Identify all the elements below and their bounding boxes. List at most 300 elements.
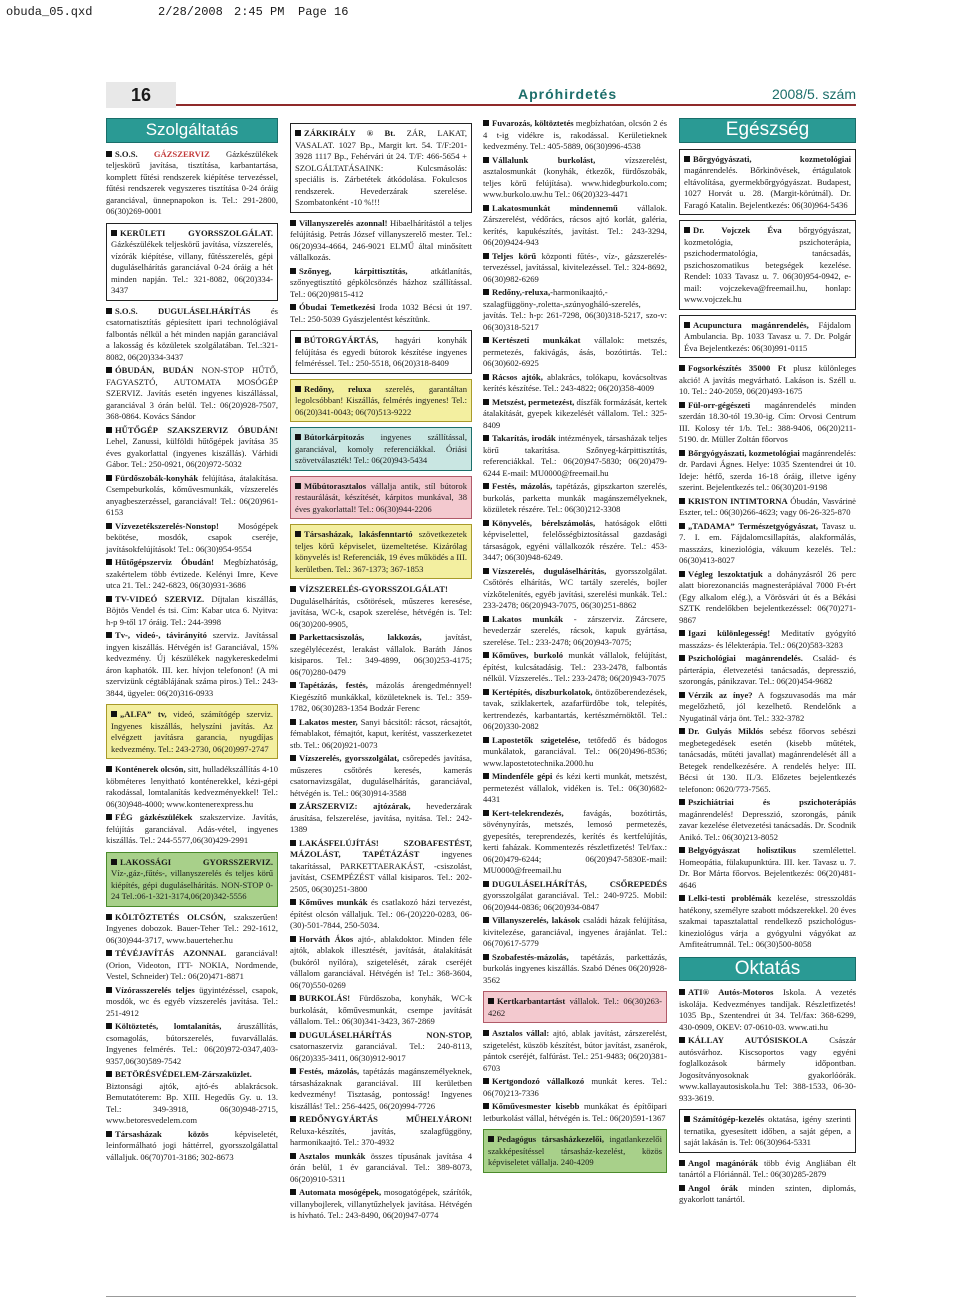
classified-ad (106, 306, 278, 364)
ad-body: és csatlakozó házi tervezést, építést olcsón vállaljuk. Tel.: 06-(20)220-0283, 06-(30)-501-7844, 250-5034. (290, 897, 472, 930)
classified-ad (483, 203, 667, 249)
bullet-square-icon (483, 205, 489, 211)
ad-body: Császár autósvárhoz. Kiscsoportos vagy egyéni foglalkozások bármely időpontban. Jogosítványosoknak gyakorlóórák. www.kallayautosiskola.hu Tel: 388-1533, 06-30-933-3619. (679, 1035, 856, 1103)
classified-ad (290, 1066, 472, 1112)
bullet-square-icon (679, 1185, 685, 1191)
ad-body: áruszállítás, csomagolás, bútorszerelés, fuvarvállalás. Ingyenes felmérés. Tel.: 06(20)972-0347,403-9357,06(30)589-7542 (106, 1021, 279, 1066)
ad-headline: Kert-telekrendezés, (492, 807, 564, 818)
classified-ad (106, 852, 278, 907)
classified-ad (679, 149, 856, 216)
ad-body: Díjtalan kiszállás, Böjtös Vendel és tsi. Cím: Kabar utca 6. Nyitva: h-p 9-től 17 óráig. Tel.: 244-3998 (106, 593, 278, 627)
ad-headline: Festés, mázolás, (492, 481, 553, 491)
bullet-square-icon (483, 917, 489, 923)
bullet-square-icon (679, 365, 685, 371)
ad-body: díszfák formázását, kertek átalakítását, gyepek kikezelését vállalom. Tel.: 325-8409 (483, 396, 668, 430)
classified-ad (106, 557, 278, 592)
ad-headline: Automata mosógépek, (299, 1187, 382, 1197)
bullet-square-icon (684, 156, 690, 162)
bullet-square-icon (679, 571, 685, 577)
classified-ad (679, 1183, 856, 1206)
classified-ad (483, 397, 667, 432)
ad-headline: Könyvelés, bérelszámolás, (492, 517, 596, 528)
ad-body: vízszerelést, asztalosmunkát (konyhák, étkezők, fürdőszobák, teljes körű felújítása). www.hidegburkolo.com; www.burkolo.uw.hu Tel.: 06(20)323-4471 (483, 154, 667, 199)
bullet-square-icon (483, 289, 489, 295)
bullet-square-icon (488, 1136, 494, 1142)
ad-body: szakszervize. Javítás, felújítás garanciával. Adás-vétel, ingyenes kiszállás. Tel.: 244-5577,06(30)429-2991 (106, 812, 278, 845)
print-page: Page 16 (298, 5, 349, 19)
ad-body: Duguláselhárítás, csőtörések, műszeres keresése, javítása, WC-k, csapok szerelése, hétvégén is. Tel: 06(30)200-9905, (290, 595, 472, 629)
ad-body: intézmények, társasházak teljes körű takarítása. Szőnyeg-kárpittisztítás, referenciákkal. Tel.: 06(20)947-5830; 06(20)479-6244 E-mail: MU0000@freemail.hu (483, 433, 667, 478)
bullet-square-icon (483, 374, 489, 380)
bullet-square-icon (290, 755, 296, 761)
classified-ad (290, 1187, 472, 1222)
bullet-square-icon (483, 737, 489, 743)
ad-headline: LAKOSSÁGI GYORSSZERVIZ. (120, 856, 273, 867)
ad-body: Fájdalom Ambulancia. Bp. 1033 Tavasz u. 7. Dr. Polgár Éva Bejelentkezés: 06(30)991-0115 (684, 319, 851, 353)
ad-body: szemlélettel. Homeopátia, fülakupunktúra. III. ker. Tavasz u. 7. Dr. Bor Márta főorvos. Bejelentkezés: 06(20)481-4646 (679, 845, 856, 890)
classified-ad (290, 584, 472, 630)
ad-headline: ZÁRSZERVIZ: ajtózárak, (299, 801, 411, 811)
classified-ad (290, 934, 472, 992)
ad-headline: Redőny,-reluxa,- (492, 287, 553, 297)
bullet-square-icon (679, 630, 685, 636)
bullet-square-icon (679, 655, 685, 661)
bullet-square-icon (290, 634, 296, 640)
classified-ad (106, 985, 278, 1020)
ad-headline: Végleg leszoktatjuk (688, 568, 763, 579)
ad-headline: ATI® Autós-Motoros (688, 987, 774, 997)
ad-body: favágás, bozótirtás, sövénynyírás, metszés, lemosó permetezés, gyepesítés, tereprendezés, kerítés és kertfelújítás, kerti faházak. Kommentezés részletfizetés! Tel/fax.: 06(20)479-6244; 06(20)947-5830E-mail: MU0000@freemail.hu (483, 807, 667, 875)
ad-body: Család- és párterápia, életvezetési tanácsadás, depresszió, szorongás, pánikzavar. Tel.: 06(20)454-9682 (679, 653, 856, 686)
ad-headline: BETÖRÉSVÉDELEM-Zárszaküzlet. (115, 1069, 252, 1079)
classified-ad (483, 735, 667, 770)
column-4 (679, 118, 856, 1208)
bullet-square-icon (679, 692, 685, 698)
ad-body: családi házak felújítása, kivitelezése, garanciával, ingyenes árajánlat. Tel.: 06(70)617-5779 (483, 915, 667, 948)
ad-headline: ÓBUDÁN, BUDÁN (115, 365, 194, 375)
ad-headline: Lapostetők szigetelése, (492, 734, 581, 745)
ad-body: gyorsszolgálat. Csőtörés elhárítás, WC tartály szerelés, bojler vízkőtelenítés, egyéb javítási, szerelési munkák. Tel.: 233-2478; 06(20)943-7075, 06(30)251-8862 (483, 565, 667, 610)
ad-headline: Pedagógus társasházkezelői, (497, 1134, 604, 1144)
ad-body: szerviz. Javítással ingyen kiszállás. Hétvégén is! Garanciával, 15% kedvezmény. Új készülékek nagykereskedelmi áron kaphatók. III. ker. hívjon telefonon! (A mi szervizünk cégtáblájának száma piros.) Tel.: 243-3844, ügyelet: 06(20)316-0933 (106, 630, 278, 698)
ad-headline: Pszichológiai magánrendelés. (688, 653, 803, 663)
ad-headline: Vízszerelés, gyorsszolgálat, (299, 753, 400, 763)
bullet-square-icon (290, 682, 296, 688)
ad-headline: TÉVÉJAVÍTÁS AZONNAL (115, 948, 227, 958)
ad-headline: Kőművesmester kisebb (492, 1101, 580, 1111)
ad-headline: Angol órák (688, 1182, 738, 1193)
bullet-square-icon (483, 435, 489, 441)
classified-ad (290, 1114, 472, 1149)
ad-body: magánrendelés! Depresszió, szorongás, pánik zavar kezelése életvezetési tanácsadás. Dr. Scodnik Anikó. Tel.: 06(30)213-8052 (679, 808, 856, 842)
classified-ad (679, 1035, 856, 1104)
ad-headline: LAKÁSFELÚJÍTÁS! SZOBAFESTÉST, MÁZOLÁST, TAPÉTÁZÁST (290, 837, 472, 859)
ad-body: Reluxa-készítés, javítás, szalagfüggöny, harmonikaajtó. Tel.: 370-4932 (290, 1125, 472, 1147)
ad-headline: KERÜLETI GYORSSZOLGÁLAT. (120, 227, 273, 238)
ad-headline: Belgyógyászat holisztikus (688, 845, 796, 855)
bullet-square-icon (106, 559, 112, 565)
ad-body: Megbízhatóság, szakértelem több évtizede. Kelényi Imre, Keve utca 21. Tel.: 242-6823, 06(30)931-3686 (106, 557, 278, 590)
ad-headline: Lakatosmunkát mindennemű (492, 202, 618, 213)
bullet-square-icon (483, 810, 489, 816)
ad-headline: Teljes körű (492, 250, 537, 261)
ad-body: ajtó-, ablakdoktor. Minden féle ajtók, ablakok illesztését, javítását, átalakítását (bukóról nyílóra), szigetelését, zárak cseréjét vállalom garanciával. Hétvégén is! Tel.: 368-3604, 06(70)550-0269 (290, 933, 472, 990)
bullet-square-icon (106, 151, 112, 157)
classified-ad (483, 808, 667, 877)
classified-ad (483, 1129, 667, 1173)
classified-ad (679, 521, 856, 567)
classified-ad (290, 379, 472, 423)
classified-ad (679, 987, 856, 1033)
ad-headline: Fuvarozás, költöztetés (492, 118, 574, 128)
ad-body: tetőfedő és bádogos munkálatok, garanciával. Tel.: 06(20)496-8536; www.lapostetotechnika.2000.hu (483, 734, 668, 768)
classified-ad (483, 1101, 667, 1124)
ad-headline: Vízórasszerelés teljes (115, 984, 195, 995)
ad-headline: Tv-, videó-, távirányító (115, 630, 207, 640)
ad-body: Gázkészülékek teljeskörű javítása, tisztítása, karbantartása, komplett fűtési rendszerek kiépítése tervezéssel, fűtési rendszerek vegyszeres tisztítása 0-24 óráig garanciával, ünnepnapokon is. Tel.: 291-2800, 06(30)269-0001 (106, 148, 278, 216)
ad-body: hatóságok előtti képviselettel, felelősségbiztosítással gazdasági társaságok, egyéni vállalkozók részére. Tel.: 453-3447; 06(30)948-6249. (483, 517, 667, 562)
bullet-square-icon (483, 157, 489, 163)
ad-body: Lehel, Zanussi, külföldi hűtőgépek javítása 35 éves gyakorlattal (ingyenes kiszállás). Várhidi Gábor. Tel.: 250-0921, 06(20)972-5032 (106, 436, 278, 469)
classified-ad (290, 427, 472, 471)
ad-body: A fogszuvasodás ma már megelőzhető, jól kezelhető. Rendelőnk a Nyugatinál várja önt. Tel.: 332-3782 (679, 689, 856, 723)
bullet-square-icon (106, 427, 112, 433)
classified-ad (679, 690, 856, 725)
classified-ad (290, 993, 472, 1028)
issue-label: 2008/5. szám (771, 86, 856, 102)
classified-ad (290, 302, 472, 325)
bullet-square-icon (679, 450, 685, 456)
ad-headline: Tapétázás, festés, (299, 680, 368, 690)
classified-ad (679, 496, 856, 519)
section-title-szolgaltatas: Szolgáltatás (106, 118, 278, 143)
bullet-square-icon (290, 803, 296, 809)
classified-ad (483, 1076, 667, 1099)
ad-headline: Acupunctura magánrendelés, (693, 319, 809, 330)
classified-ad (106, 1021, 278, 1067)
classified-ad (290, 266, 472, 301)
ad-body: munkát keres. Tel.: 06(70)213-7336 (483, 1076, 667, 1098)
classified-ad (106, 704, 278, 759)
classified-ad (106, 948, 278, 983)
ad-headline: Fül-orr-gégészeti (688, 399, 751, 410)
ad-headline: Metszést, permetezést, (492, 396, 575, 407)
bullet-square-icon (106, 308, 112, 314)
ad-body: Meditatív gyógyító masszázs- és lélekterápia. Tel.: 06(20)583-3283 (679, 628, 856, 650)
ad-body: magánrendelés minden szerdán 18.30-tól 19.30-ig. Cím: Orvosi Centrum III. Kolosy tér 1/b. Tel.: 388-9406, 06(20)211-5190. dr. Müller Zoltán főorvos (679, 399, 856, 444)
ad-body: ZÁR, LAKAT, VASALAT. 1027 Bp., Margit krt. 54. T/F:201-3928 1117 Bp., Fehérvári út 24. T/F: 466-5654 + SZOLGÁLTATÁSAINK: Kulcsmásolás: speciális is. Zárbetétek átkódolása. Fokulcsos rendszerek. Hevederzárak szerelése. Szombatonként -10 %!!! (295, 128, 467, 207)
bullet-square-icon (483, 120, 489, 126)
classified-ad (483, 991, 667, 1023)
ad-headline: REDŐNYGYÁRTÁS MŰHELYÁRON! (299, 1114, 472, 1124)
ad-body: Mosógépek bekötése, mosdók, csapok cseréje, javításokfelújítások! Tel.: 06(30)954-9554 (106, 520, 278, 554)
ad-headline: KÁLLAY AUTÓSISKOLA (688, 1035, 808, 1045)
ad-body: csatornaszerviz garanciával. Tel.: 240-8113, 06(20)335-3411, 06(30)912-9017 (290, 1041, 472, 1063)
bullet-square-icon (483, 881, 489, 887)
classified-ad (290, 218, 472, 264)
classified-ad (106, 764, 278, 810)
section-title-oktatas: Oktatás (679, 957, 856, 982)
classified-ad (290, 1151, 472, 1186)
bullet-square-icon (290, 899, 296, 905)
bullet-square-icon (679, 728, 685, 734)
ad-headline: KÖLTÖZTETÉS OLCSÓN, (115, 911, 226, 922)
classified-ad (483, 915, 667, 950)
bullet-square-icon (483, 954, 489, 960)
bullet-square-icon (290, 586, 296, 592)
ad-headline: Fürdőszobák-konyhák (115, 472, 199, 483)
classified-ad (106, 594, 278, 629)
ad-headline: Parkettacsiszolás, lakkozás, (299, 632, 422, 642)
ad-body: NON-STOP HŰTŐ, FAGYASZTÓ, AUTOMATA MOSÓGÉP SZERVIZ. Javítás esetén ingyenes kiszállással, garanciával 3 órán belül. Tel.: 06(20)928-7507, 368-0864. Kovács Sándor (106, 365, 278, 421)
ad-body: magánrendelés. Bőrkinövések, értágulatok eltávolítása, gyermekbőrgyógyászat. Budapest, 1027 Horvát u. 28. (Margit-körútnál). Dr. Faragó Katalin. Bejelentkezés: 06(30)964-5436 (684, 165, 851, 210)
classified-ad (679, 893, 856, 951)
bullet-square-icon (483, 773, 489, 779)
classified-ad (679, 315, 856, 359)
ad-body: szerelés, garantáltan legolcsóbban! Kiszállás, felmérés ingyenes! Tel.: 06(20)341-0043; 06(70)513-9222 (295, 383, 467, 417)
classified-ad (106, 1129, 278, 1164)
bullet-square-icon (106, 987, 112, 993)
ad-body: vállalok. Zárszerelést, védőrács, rácsos ajtó korlát, galéria, kerítés, kapukészítés, javítást. Tel.: 243-3294, 06(20)9424-943 (483, 202, 667, 247)
bullet-square-icon (684, 322, 690, 328)
ad-body: összes típusának javítása 4 órán belül, 1 év garanciával. Tel.: 389-8073, 06(20)910-5311 (290, 1150, 472, 1184)
bullet-square-icon (106, 475, 112, 481)
ad-body: hevederzárak árusítása, felszerelése, javítása, nyitása. Tel.: 242-1389 (290, 801, 472, 834)
ad-headline: Asztalos vállal: (492, 1028, 550, 1038)
ad-body: mázolás árengedménnyel! Kiegészítő munkákkal, közületeknek is. Tel.: 359-1782, 06(30)283-1354 Bodzár Ferenc (290, 680, 472, 713)
bullet-square-icon (290, 1032, 296, 1038)
bullet-square-icon (106, 523, 112, 529)
ad-headline: Dr. Vojczek Éva (693, 225, 782, 235)
bullet-square-icon (295, 130, 301, 136)
classified-ad (290, 753, 472, 799)
bullet-square-icon (483, 399, 489, 405)
classified-ad (290, 838, 472, 896)
bullet-square-icon (295, 386, 301, 392)
bullet-square-icon (106, 814, 112, 820)
ad-body: több évig Angliában élt tanártól a Flóriánnál. Tel.: 06(30)285-2879 (679, 1157, 856, 1179)
bullet-square-icon (111, 230, 117, 236)
print-time: 2:45 PM (234, 5, 285, 19)
ad-headline: BÚTORGYÁRTÁS, (304, 335, 379, 345)
ad-headline: Kertgondozó vállalkozó (492, 1076, 585, 1086)
classified-ad (106, 223, 278, 301)
ad-headline: Villanyszerelés, lakások (492, 915, 580, 925)
ad-headline: Pszichiátriai és pszichoterápiás (688, 797, 856, 807)
ad-headline: Horváth Ákos (299, 933, 354, 944)
classified-ad (483, 687, 667, 733)
ad-headline: Kertkarbantartást (497, 996, 566, 1006)
bullet-square-icon (106, 596, 112, 602)
bullet-square-icon (483, 253, 489, 259)
classified-ad (483, 952, 667, 987)
bullet-square-icon (111, 859, 117, 865)
bullet-square-icon (295, 531, 301, 537)
page-number: 16 (106, 82, 176, 108)
ad-body: megbízhatóan, olcsón 2 és 4 t-ig vidékre is, rakodással. Kerületieknek kedvezmény. Tel.: 405-5889, 06(30)996-4538 (483, 118, 667, 151)
classified-ad (106, 365, 278, 423)
ad-headline: Szőnyeg, kárpittisztítás, (299, 265, 408, 276)
ad-body: Biztonsági ajtók, ajtó-és ablakrácsok. Bemutatóterem: Bp. XIII. Hegedűs Gy. u. 13. Tel.: 349-3918, 06(30)948-2715, www.betoresvedelem.com (106, 1080, 278, 1125)
column-1 (106, 118, 278, 1165)
bullet-square-icon (106, 950, 112, 956)
ad-headline: Vízszerelés, duguláselhárítás, (492, 565, 607, 576)
classified-ad (679, 653, 856, 688)
ad-body: és csatornatisztítás gépiesített ipari technológiával falbontás nélkül a hét minden napján garanciával a lakosság és közületek szolgálatában. Tel.:321-8082, 06(20)334-3437 (106, 305, 279, 362)
file-name: obuda_05.qxd (6, 5, 93, 19)
ad-body: központi fűtés-, víz-, gázszerelés-tervezéssel, javítással, kivitelezéssel. Tel.: 324-8692, 06(30)982-6269 (483, 250, 668, 284)
ad-body: gyorsszolgálat garanciával. Tel.: 240-9725. Mobil: 06(20)944-0836; 06(20)934-0847 (483, 890, 667, 912)
classified-ad (290, 897, 472, 932)
ad-headline: Szobafestés-mázolás, (492, 951, 569, 962)
bullet-square-icon (684, 227, 690, 233)
classified-ad (106, 473, 278, 519)
bullet-square-icon (290, 268, 296, 274)
ad-body: munkákat és építőipari letburkolást vállal, hétvégén is. Tel.: 06(20)591-1367 (483, 1101, 667, 1123)
ad-body: mosogatógépek, szárítók, villanybojlerek, villanytűzhelyek javítása. Hétvégén is hívható. Tel.: 243-8490, 06(20)947-0774 (290, 1187, 472, 1220)
ad-headline: Költöztetés, lomtalanítás, (115, 1021, 222, 1031)
ad-body: ügyintézéssel, csapok, mosdók, wc és egyéb vízszerelés javítása. Tel.: 251-4912 (106, 984, 278, 1018)
ad-headline: Villanyszerelés azonnal! (299, 217, 388, 228)
ad-headline: Műbútorasztalos (304, 480, 367, 491)
ad-body: oktatása, igény szerinti ternatika, gyesesített időben, a saját gépen, a saját lakásán is. Tel: 06(30)964-5331 (684, 1114, 851, 1147)
bullet-square-icon (106, 1131, 112, 1137)
bullet-square-icon (483, 520, 489, 526)
classified-ad (290, 632, 472, 678)
ad-headline: KRISTON INTIMTORNA (688, 495, 788, 506)
classified-ad (679, 797, 856, 843)
classified-ad (290, 330, 472, 374)
ad-body: atkátlanítás, szőnyegtisztító gépkölcsönzés házhoz szállítással. Tel.: 06(20)9815-412 (290, 265, 473, 299)
bullet-square-icon (483, 568, 489, 574)
ad-headline: Asztalos munkák (299, 1150, 366, 1161)
ad-body: szövetkezetek teljes körű képviselet, üzemeltetése. Kizárólag könyvelés is! Referenciák, 19 éves működés a III. kerületben. Tel.: 367-1373; 367-1853 (295, 529, 467, 574)
classified-ad (483, 614, 667, 649)
bullet-square-icon (111, 711, 117, 717)
ad-body: Gázkészülékek teljeskörű javítása, vízszerelés, vízórák kiépítése, villany, fűtésszerelés, gépi duguláselhárítás garanciával 0-24 óráig a hét minden napján. Tel.: 321-8082, 06(20)334-3437 (111, 239, 273, 295)
ad-headline: Dr. Gulyás Miklós (688, 726, 764, 736)
ad-body: és kézi kerti munkát, metszést, permetezést vállalok, vidéken is. Tel.: 06(30)682-4431 (483, 771, 667, 804)
ad-body: garanciával! (Orion, Videoton, ITT- NOKIA, Nordmende, Vestel, Schneider) Tel.: 06(20)471-8871 (106, 948, 278, 981)
bullet-square-icon (679, 1160, 685, 1166)
ad-headline: DUGULÁSELHÁRÍTÁS, CSŐREPEDÉS (492, 878, 667, 889)
bullet-square-icon (290, 1189, 296, 1195)
bullet-square-icon (295, 434, 301, 440)
ad-body: - zárszerviz. Zárcsere, hevederzár szerelés, rácsok, kapuk gyártása, szerelése. Tel.: 233-2478; 06(20)943-7075; (483, 613, 667, 647)
ad-headline: Rácsos ajtók, (492, 371, 543, 382)
ad-headline: FÉG gázkészülékek (115, 812, 193, 822)
ad-headline: Kertépítés, díszburkolatok, (492, 686, 593, 697)
bullet-square-icon (290, 936, 296, 942)
ad-body: javítást, szegélylécezést, lerakást vállalok. Baráth János kisiparos. Tel.: 349-4899, 06(30)253-4175; 06(70)280-0479 (290, 632, 473, 677)
classified-ad (483, 287, 667, 333)
ad-body: harmonikaajtó,-szalagfüggöny-,roletta-,szúnyogháló-szerelés, javítás. Tel.: h-p: 261-7298, 06(30)318-5217, szo-v: 06(30)318-5217 (483, 287, 667, 332)
classified-ad (679, 845, 856, 891)
bullet-square-icon (290, 304, 296, 310)
classified-ad (290, 717, 472, 752)
bullet-square-icon (483, 689, 489, 695)
ad-headline: „TADAMA” Természetgyógyászat, (688, 520, 819, 531)
classified-ad (106, 812, 278, 847)
header-bar (176, 82, 856, 106)
classified-ad (679, 448, 856, 494)
bullet-square-icon (679, 1037, 685, 1043)
ad-body: kezelése, stresszoldás hatékony, személyre szabott módszerekkel. 20 éves szakmai tapasztalattal rendelkező pszichológus-kineziológus várja a gyógyulni vágyókat az Amfiteátrumnál. Tel.: 06(30)500-8058 (679, 893, 856, 949)
ad-body: Hibaelhárítástól a teljes felújításig. Petrás József villanyszerelő mester. Tel.: 06(20)934-4664, 246-9021 ELMŰ által minősített vállalkozás. (290, 217, 472, 262)
section-name: Apróhirdetés (518, 86, 618, 102)
classified-ad (290, 524, 472, 579)
ad-headline: Óbudai Temetkezési (299, 302, 376, 312)
bullet-square-icon (106, 1071, 112, 1077)
ad-headline: Lakatos munkák (492, 613, 563, 624)
classified-ad (106, 1069, 278, 1127)
ad-body: bőrgyógyászat, kozmetológia, pszichoterápia, pszichodermatológia, tanácsadás, pszichoszomatikus betegségek kezelése. Rendel: 1033 Tavasz u. 7. 06(30)954-0942, e-mail: vojczekeva@freemail.hu, honlap: www.vojczek.hu (684, 225, 851, 304)
ad-body: szakszerűen! Ingyenes dobozok. Bauer-Teher Tel.: 292-1612, 06(30)944-3717, www.bauerteher.hu (106, 911, 278, 945)
ad-body: a dohányzásról 26 perc alatt biorezonanciás magnesterápiával 7000 Ft-ért (Egy alkalom elég.), a Vörösvári út és a Békási SZTK rendelőkben bejelentkezéssel: 06(70)271-9867 (679, 568, 857, 625)
ad-headline: Kertészeti munkákat (492, 335, 581, 345)
ad-headline: Konténerek olcsón, (115, 764, 186, 774)
bullet-square-icon (290, 220, 296, 226)
classified-ad (290, 123, 472, 213)
ad-body: Víz-,gáz-,fűtés-, villanyszerelés és teljes körű kiépítés, gépi duguláselhárítás. NON-STOP 0-24 Tel.:06-1-321-3174,06(20)342-5556 (111, 868, 273, 901)
ad-body: munkát vállalok, felújítást, építést, kulcsátadásig. Tel.: 233-2478, falbontás nélkül. Vízszerelés.. Tel.: 233-2478; 06(20)943-7075 (483, 650, 667, 683)
classified-ad (483, 335, 667, 370)
bullet-square-icon (483, 1078, 489, 1084)
ad-headline: Társasházak közös (115, 1128, 209, 1139)
ad-body: hagyári konyhák felújítása és egyedi bútorok készítése ingyenes felméréssel. Tel.: 250-5518, 06(20)318-8409 (295, 335, 467, 368)
ad-headline: TV-VIDEÓ SZERVIZ. (115, 593, 205, 604)
classified-ad (483, 650, 667, 685)
ad-body: öntözőberendezések, tavak, sziklakertek, azafarfürdőbe tok, telepítés, kertrendezés, karbantartás, kertészmérnöktől. Tel.: 06(20)330-2082 (483, 686, 667, 731)
classified-ad (679, 400, 856, 446)
ad-headline: Redőny, reluxa (304, 383, 372, 394)
ad-headline: Vérzik az ínye? (688, 689, 753, 700)
classified-ad (290, 801, 472, 836)
classified-ad (290, 1030, 472, 1065)
ad-body: képviseletét, leinformálható jogi háttérrel, gyorsszolgálattal vállaljuk. 06(70)701-3186; 302-8673 (106, 1128, 278, 1162)
ad-headline: Angol magánórák (688, 1157, 758, 1168)
ad-headline: Bőrgyógyászati, kozmetológiai (688, 447, 800, 458)
ad-body: ajtó, ablak javítást, zárszerelést, szigetelést, küszöb készítést, bútor javítást, zsanérok, pántok cseréjét, falfúrást. Tel.: 251-9483; 06(20)381-6703 (483, 1028, 667, 1073)
ad-headline: Lakatos mester, (299, 716, 358, 727)
bullet-square-icon (106, 766, 112, 772)
ad-headline: Társasházak, lakásfenntartó (304, 529, 413, 539)
section-title-egeszseg: Egészség (679, 118, 856, 143)
classified-ad (483, 518, 667, 564)
ad-body: Óbudán, Vasvárinė Eszter, tel.: 06(30)266-4623; vagy 06-26-325-870 (679, 495, 856, 517)
classified-ad (483, 433, 667, 479)
ad-body: vállalok: metszés, permetezés, fakivágás, ásás, bozótirtás. Tel.: 06(30)602-6925 (483, 335, 667, 368)
ad-headline: S.O.S. DUGULÁSELHÁRÍTÁS (115, 305, 251, 316)
classified-ad (679, 220, 856, 310)
bullet-square-icon (106, 632, 112, 638)
ad-headline: ZÁRKIRÁLY ® Bt. (304, 128, 396, 138)
ad-body: Iskola. A vezetés iskolája. Kedvezményes tandíjak. Részletfizetés! 1035 Bp., Szentendrei út 34. Tel/fax: 368-6299, 430-0909, OKEV: 07-0610-03. www.ati.hu (679, 987, 856, 1032)
classified-ad (483, 879, 667, 914)
classified-ad (483, 1028, 667, 1074)
ad-body: ablakrács, tolókapu, kovácsoltvas kerítés készítése. Tel.: 243-4822; 06(20)358-4009 (483, 371, 667, 393)
classified-ad (679, 628, 856, 651)
ad-body: felújítása, átalakítása. Csempeburkolás, kőművesmunkák, vízszerelés anyagbeszerzéssel, garanciával! Tel.: 06(20)961-6153 (106, 472, 278, 517)
page-header (106, 82, 856, 108)
classified-ad (483, 566, 667, 612)
classified-ad (679, 569, 856, 627)
bullet-square-icon (483, 337, 489, 343)
ad-headline: Igazi különlegesség! (688, 628, 771, 638)
column-2 (290, 118, 472, 1224)
ad-body: tapétázás, gipszkarton szerelés, burkolás, parketta munkák magánszemélyeknek, közületek részére. Tel.: 06(30)212-3308 (483, 481, 667, 514)
classified-ad (106, 912, 278, 947)
